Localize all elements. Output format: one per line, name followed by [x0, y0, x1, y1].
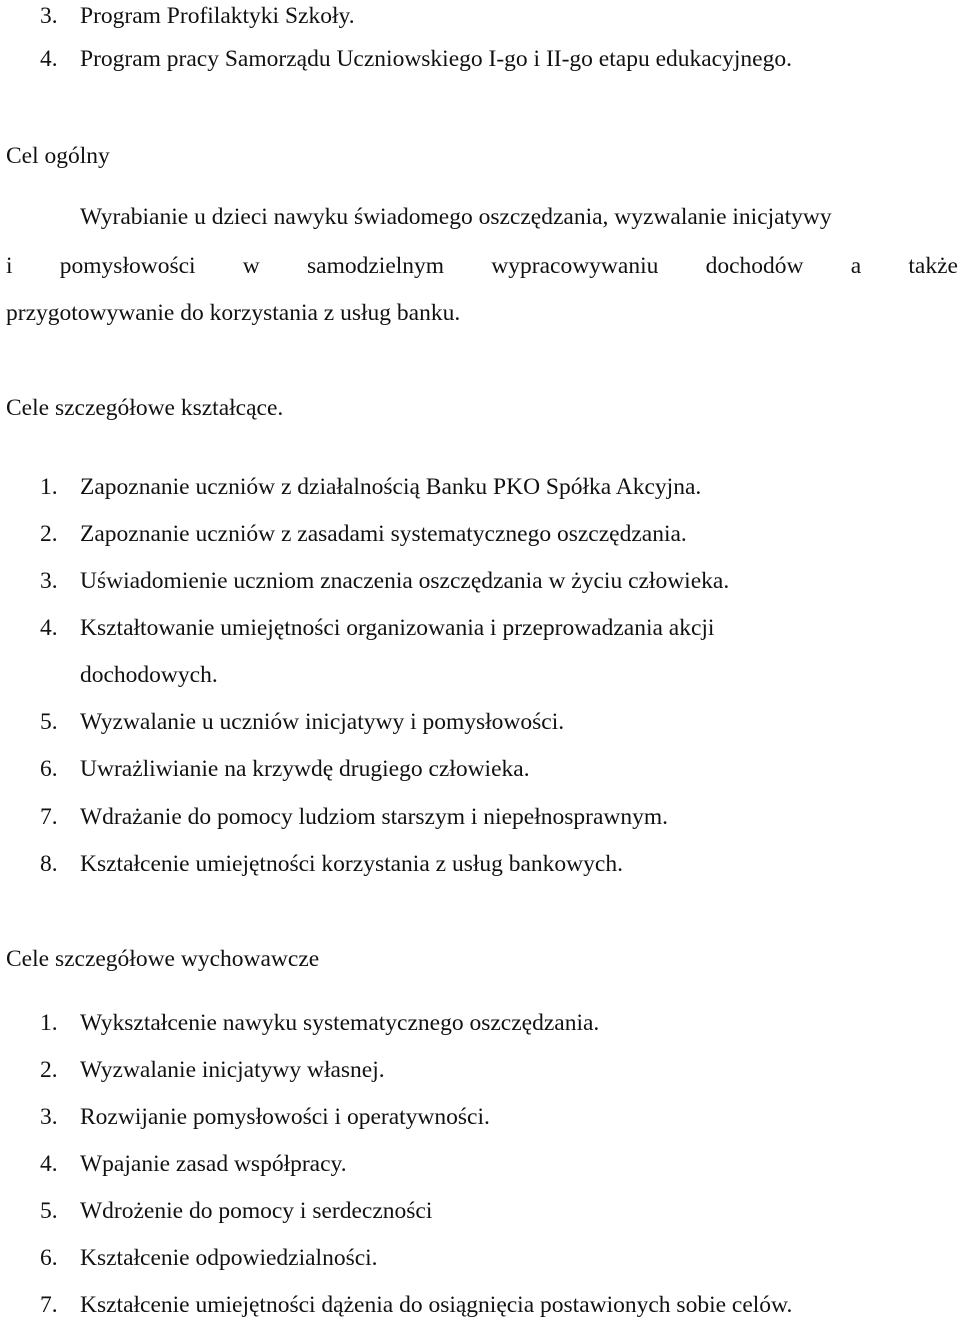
list-item-number: 1.	[40, 474, 58, 500]
list-item	[40, 758, 530, 782]
word: wypracowywaniu	[491, 253, 659, 279]
list-item-text: Uświadomienie uczniom znaczenia oszczędzania w życiu człowieka.	[80, 568, 730, 594]
list-item	[40, 523, 687, 547]
list-item	[40, 1294, 792, 1318]
word: i	[6, 253, 13, 279]
list-item-number: 8.	[40, 851, 58, 877]
list-item	[40, 476, 701, 500]
list-item-text: Wyzwalanie inicjatywy własnej.	[80, 1057, 385, 1083]
list-item-text: Uwrażliwianie na krzywdę drugiego człowieka.	[80, 756, 530, 782]
word: a	[850, 253, 862, 279]
list-item-number: 3.	[40, 568, 58, 594]
list-item-text: Wdrażanie do pomocy ludziom starszym i niepełnosprawnym.	[80, 804, 668, 830]
section-heading-educational-goals: Cele szczegółowe kształcące.	[6, 395, 284, 421]
list-item-number: 3.	[40, 1104, 58, 1130]
list-item	[40, 853, 623, 877]
list-item	[40, 711, 564, 735]
list-item-number: 6.	[40, 756, 58, 782]
list-item-number: 1.	[40, 1010, 58, 1036]
list-item	[40, 1153, 347, 1177]
list-item-text: Kształcenie umiejętności korzystania z usług bankowych.	[80, 851, 623, 877]
list-item-number: 4.	[40, 46, 58, 72]
list-item-text: Zapoznanie uczniów z działalnością Banku PKO Spółka Akcyjna.	[80, 474, 702, 500]
word: pomysłowości	[59, 253, 196, 279]
list-item-number: 2.	[40, 1057, 58, 1083]
word: samodzielnym	[307, 253, 445, 279]
list-item-number: 5.	[40, 709, 58, 735]
list-item	[40, 617, 714, 641]
list-item-number: 4.	[40, 1151, 58, 1177]
list-item	[40, 1012, 599, 1036]
list-item	[40, 1059, 385, 1083]
list-item-text: Rozwijanie pomysłowości i operatywności.	[80, 1104, 490, 1130]
paragraph-line: przygotowywanie do korzystania z usług banku.	[6, 300, 461, 326]
list-item-text: Wdrożenie do pomocy i serdeczności	[80, 1198, 433, 1224]
paragraph-line-justified	[6, 255, 958, 279]
list-item-text: Wykształcenie nawyku systematycznego oszczędzania.	[80, 1010, 600, 1036]
word: także	[908, 253, 958, 279]
list-item	[40, 806, 668, 830]
list-item-text: Wpajanie zasad współpracy.	[80, 1151, 347, 1177]
list-item-number: 7.	[40, 804, 58, 830]
list-item-text: Kształcenie umiejętności dążenia do osiągnięcia postawionych sobie celów.	[80, 1292, 793, 1318]
list-item	[40, 1200, 432, 1224]
list-item-text: Program Profilaktyki Szkoły.	[80, 3, 355, 29]
word: dochodów	[705, 253, 804, 279]
list-item-number: 4.	[40, 615, 58, 641]
list-item-text: Zapoznanie uczniów z zasadami systematycznego oszczędzania.	[80, 521, 687, 547]
list-item-text: Program pracy Samorządu Uczniowskiego I-go i II-go etapu edukacyjnego.	[80, 46, 792, 72]
list-item-continuation: dochodowych.	[80, 662, 218, 688]
list-item-number: 7.	[40, 1292, 58, 1318]
section-heading-general-goal: Cel ogólny	[6, 143, 110, 169]
section-heading-upbringing-goals: Cele szczegółowe wychowawcze	[6, 946, 320, 972]
list-item	[40, 1247, 378, 1271]
paragraph-line: Wyrabianie u dzieci nawyku świadomego oszczędzania, wyzwalanie inicjatywy	[80, 204, 832, 230]
list-item	[40, 5, 355, 29]
list-item	[40, 48, 792, 72]
list-item-number: 2.	[40, 521, 58, 547]
list-item-number: 3.	[40, 3, 58, 29]
word: w	[242, 253, 260, 279]
list-item-text: Wyzwalanie u uczniów inicjatywy i pomysłowości.	[80, 709, 565, 735]
list-item-text: Kształtowanie umiejętności organizowania i przeprowadzania akcji	[80, 615, 715, 641]
list-item	[40, 570, 729, 594]
list-item-text: Kształcenie odpowiedzialności.	[80, 1245, 378, 1271]
list-item-number: 5.	[40, 1198, 58, 1224]
list-item	[40, 1106, 490, 1130]
list-item-number: 6.	[40, 1245, 58, 1271]
